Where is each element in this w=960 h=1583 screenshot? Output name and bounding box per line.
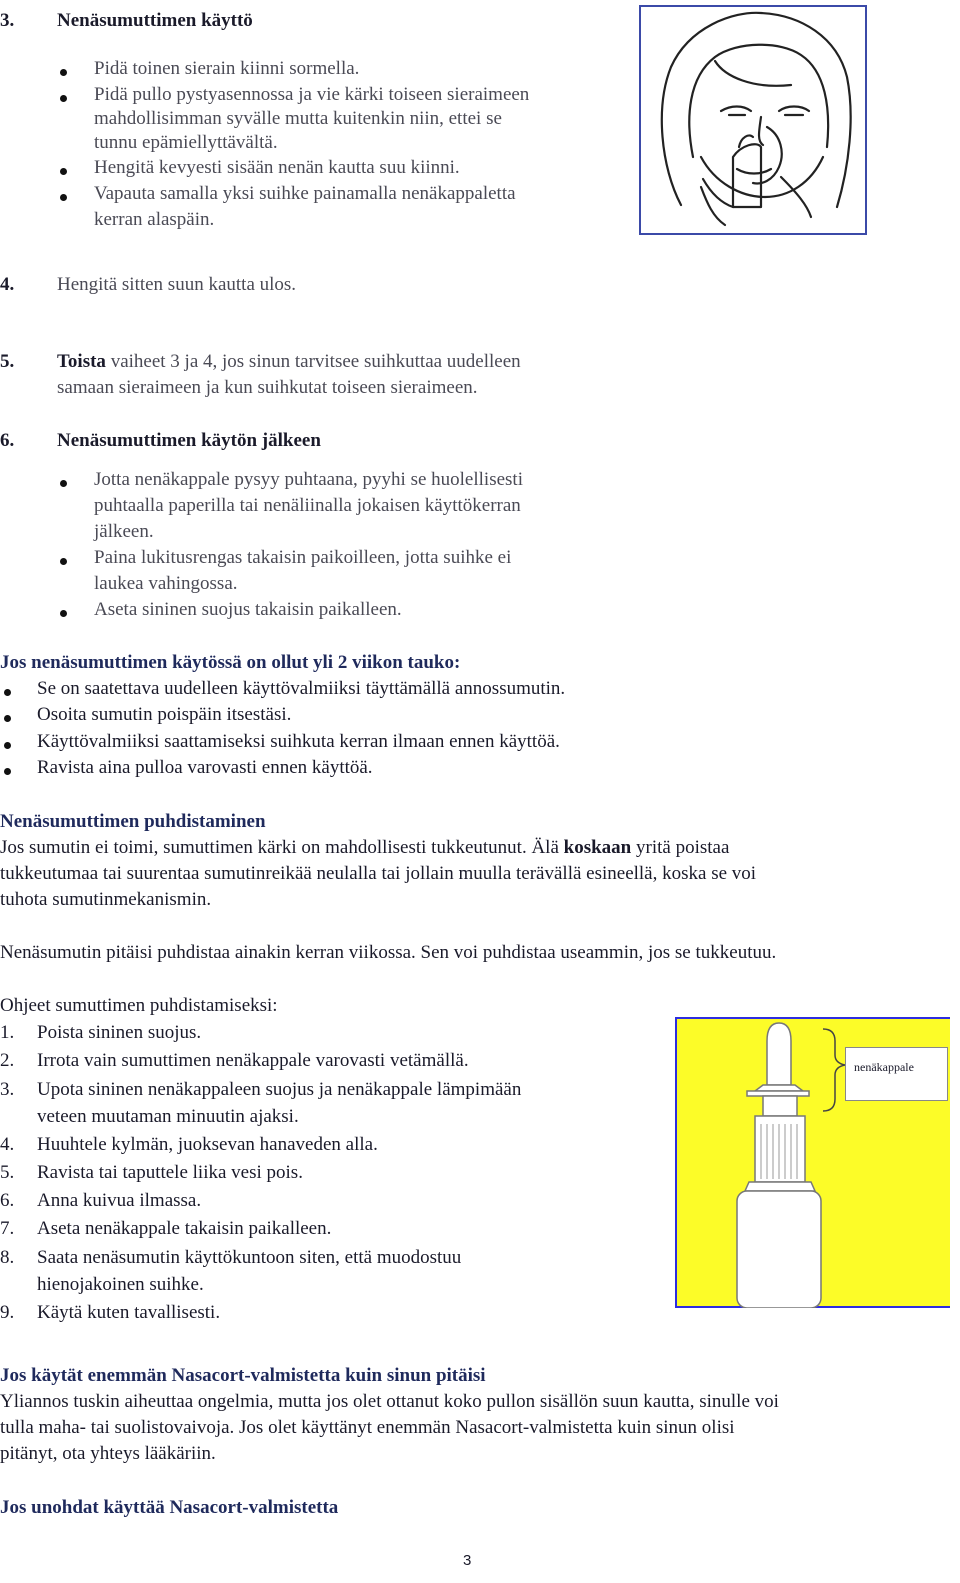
bullet-icon [60, 168, 67, 175]
cleaning-instructions-heading: Ohjeet sumuttimen puhdistamiseksi: [0, 995, 278, 1016]
step-text: Irrota vain sumuttimen nenäkappale varovasti vetämällä. [37, 1050, 469, 1071]
step-text: Käytä kuten tavallisesti. [37, 1302, 221, 1323]
s3-bullet-4-line-2: kerran alaspäin. [94, 209, 215, 230]
step-number: 4. [0, 1134, 15, 1155]
section-5-number: 5. [0, 351, 15, 372]
cleaning-p1-bold: koskaan [563, 837, 632, 858]
cleaning-heading: Nenäsumuttimen puhdistaminen [0, 811, 266, 832]
cleaning-p1-line-3: tuhota sumutinmekanismin. [0, 889, 212, 910]
s6-bullet-1-line-2: puhtaalla paperilla tai nenäliinalla jokaisen käyttökerran [94, 495, 521, 516]
step-text: Upota sininen nenäkappaleen suojus ja nenäkappale lämpimään [37, 1079, 522, 1100]
section-6-number: 6. [0, 430, 15, 451]
cleaning-p1-line-2: tukkeutumaa tai suurentaa sumutinreikää neulalla tai jollain muulla terävällä esineellä, koska se voi [0, 863, 757, 884]
step-text-continued: veteen muutaman minuutin ajaksi. [37, 1106, 299, 1127]
figure-label: nenäkappale [854, 1060, 914, 1074]
cleaning-p1-line-1 [0, 835, 729, 861]
step-number: 3. [0, 1079, 15, 1100]
bullet-icon [4, 742, 11, 749]
step-number: 6. [0, 1190, 15, 1211]
cleaning-p2: Nenäsumutin pitäisi puhdistaa ainakin kerran viikossa. Sen voi puhdistaa useammin, jos se tukkeutuu. [0, 942, 777, 963]
spray-bottle-figure [675, 1017, 950, 1308]
bullet-icon [60, 480, 67, 487]
step-text-continued: hienojakoinen suihke. [37, 1274, 204, 1295]
bullet-icon [60, 194, 67, 201]
s6-bullet-1-line-3: jälkeen. [94, 521, 154, 542]
bullet-icon [60, 95, 67, 102]
s3-bullet-2-line-1: Pidä pullo pystyasennossa ja vie kärki toiseen sieraimeen [94, 84, 530, 105]
section-4-text: Hengitä sitten suun kautta ulos. [57, 274, 297, 295]
section-5-line-2: samaan sieraimeen ja kun suihkutat toiseen sieraimeen. [57, 377, 478, 398]
s6-bullet-2-line-1: Paina lukitusrengas takaisin paikoilleen, jotta suihke ei [94, 547, 512, 568]
section-5-line-1 [57, 349, 521, 375]
overdose-heading: Jos käytät enemmän Nasacort-valmistetta kuin sinun pitäisi [0, 1365, 486, 1386]
bullet-icon [60, 69, 67, 76]
section-3-title: Nenäsumuttimen käyttö [57, 10, 253, 31]
bullet-icon [60, 558, 67, 565]
step-number: 7. [0, 1218, 15, 1239]
step-text: Ravista tai taputtele liika vesi pois. [37, 1162, 303, 1183]
step-number: 1. [0, 1022, 15, 1043]
bullet-icon [4, 715, 11, 722]
page-number: 3 [463, 1552, 472, 1569]
s3-bullet-2-line-3: tunnu epämiellyttävältä. [94, 132, 278, 153]
forgot-heading: Jos unohdat käyttää Nasacort-valmistetta [0, 1497, 339, 1518]
pause-item-2: Osoita sumutin poispäin itsestäsi. [37, 704, 292, 725]
section-4-number: 4. [0, 274, 15, 295]
section-3-number: 3. [0, 10, 15, 31]
figure-label-box [845, 1047, 948, 1101]
section-6-title: Nenäsumuttimen käytön jälkeen [57, 430, 321, 451]
step-text: Aseta nenäkappale takaisin paikalleen. [37, 1218, 332, 1239]
nasal-spray-face-illustration [639, 5, 867, 235]
overdose-line-2: tulla maha- tai suolistovaivoja. Jos olet käyttänyt enemmän Nasacort-valmistetta kuin sinun olisi [0, 1417, 735, 1438]
section-5-text: vaiheet 3 ja 4, jos sinun tarvitsee suihkuttaa uudelleen [105, 351, 521, 372]
s3-bullet-2-line-2: mahdollisimman syvälle mutta kuitenkin niin, ettei se [94, 108, 502, 129]
step-number: 5. [0, 1162, 15, 1183]
overdose-line-3: pitänyt, ota yhteys lääkäriin. [0, 1443, 216, 1464]
step-number: 9. [0, 1302, 15, 1323]
pause-item-3: Käyttövalmiiksi saattamiseksi suihkuta kerran ilmaan ennen käyttöä. [37, 731, 560, 752]
bullet-icon [4, 768, 11, 775]
step-text: Saata nenäsumutin käyttökuntoon siten, että muodostuu [37, 1247, 462, 1268]
pause-item-1: Se on saatettava uudelleen käyttövalmiiksi täyttämällä annossumutin. [37, 678, 566, 699]
s3-bullet-4-line-1: Vapauta samalla yksi suihke painamalla nenäkappaletta [94, 183, 516, 204]
section-5-bold: Toista [57, 351, 106, 372]
pause-heading: Jos nenäsumuttimen käytössä on ollut yli 2 viikon tauko: [0, 652, 461, 673]
step-text: Anna kuivua ilmassa. [37, 1190, 202, 1211]
s3-bullet-1: Pidä toinen sierain kiinni sormella. [94, 58, 360, 79]
overdose-line-1: Yliannos tuskin aiheuttaa ongelmia, mutta jos olet ottanut koko pullon sisällön suun kautta, sinulle voi [0, 1391, 779, 1412]
step-number: 2. [0, 1050, 15, 1071]
s6-bullet-3: Aseta sininen suojus takaisin paikalleen. [94, 599, 402, 620]
step-text: Huuhtele kylmän, juoksevan hanaveden alla. [37, 1134, 378, 1155]
cleaning-p1-post: yritä poistaa [631, 837, 730, 858]
s3-bullet-3: Hengitä kevyesti sisään nenän kautta suu kiinni. [94, 157, 460, 178]
bullet-icon [4, 689, 11, 696]
bullet-icon [60, 610, 67, 617]
step-number: 8. [0, 1247, 15, 1268]
pause-item-4: Ravista aina pulloa varovasti ennen käyttöä. [37, 757, 373, 778]
cleaning-p1-pre: Jos sumutin ei toimi, sumuttimen kärki on mahdollisesti tukkeutunut. Älä [0, 837, 564, 858]
s6-bullet-1-line-1: Jotta nenäkappale pysyy puhtaana, pyyhi se huolellisesti [94, 469, 523, 490]
step-text: Poista sininen suojus. [37, 1022, 202, 1043]
s6-bullet-2-line-2: laukea vahingossa. [94, 573, 238, 594]
